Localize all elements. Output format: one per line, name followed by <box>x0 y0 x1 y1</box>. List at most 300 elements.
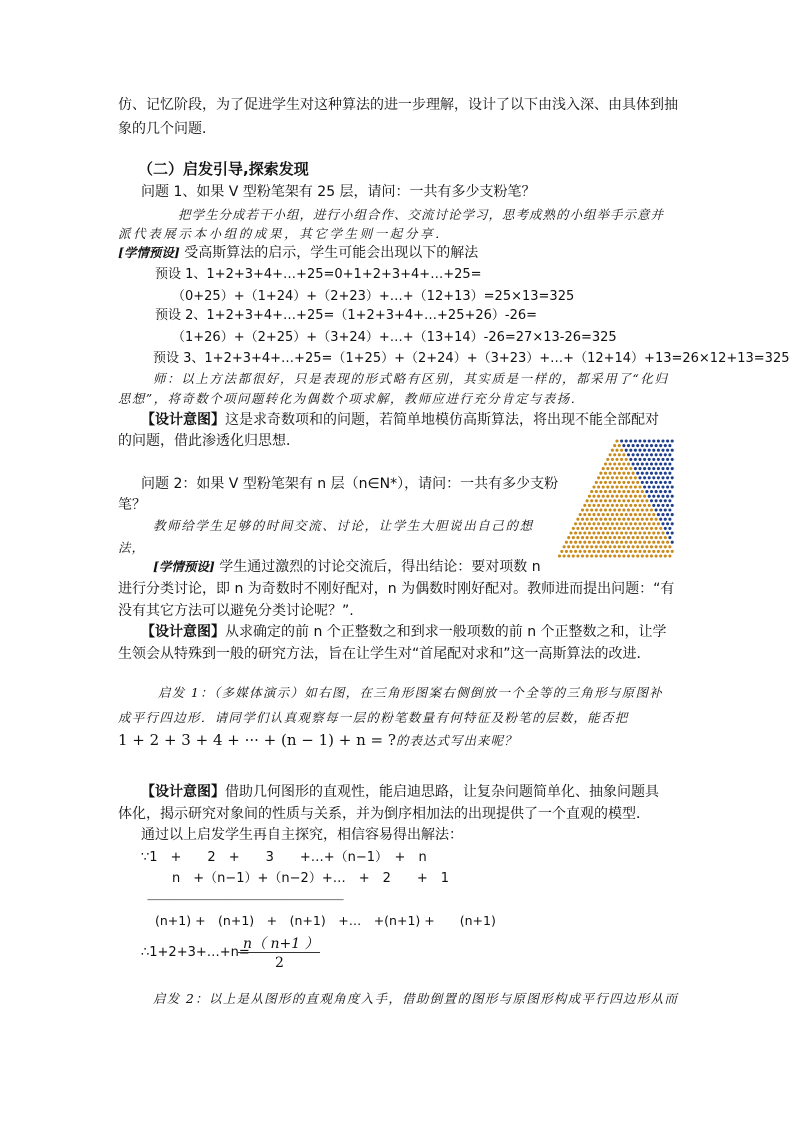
derivation-row-1: ∵1 + 2 + 3 +…+（n−1） + n <box>141 850 427 865</box>
orange-dot <box>613 444 616 447</box>
orange-dot <box>606 504 609 507</box>
orange-dot <box>602 504 605 507</box>
orange-dot <box>569 550 572 553</box>
orange-dot <box>592 495 595 498</box>
orange-dot <box>576 518 579 521</box>
problem2-preset-2: 进行分类讨论，即 n 为奇数时不刚好配对，n 为偶数时刚好配对。教师进而提出问题：“有 <box>118 581 675 597</box>
blue-dot <box>666 449 669 452</box>
orange-dot <box>666 550 669 553</box>
orange-dot <box>618 490 621 493</box>
orange-dot <box>657 522 660 525</box>
orange-dot <box>574 522 577 525</box>
hint1-line-2: 成平行四边形．请同学们认真观察每一层的粉笔数量有何特征及粉笔的层数，能否把 <box>118 710 629 725</box>
orange-dot <box>648 531 651 534</box>
orange-dot <box>599 536 602 539</box>
blue-dot <box>636 472 639 475</box>
blue-dot <box>645 481 648 484</box>
problem2-preset <box>153 558 541 576</box>
orange-dot <box>595 481 598 484</box>
design-intent-3-line-3: 通过以上启发学生再自主探究，相信容易得出解法： <box>141 827 463 843</box>
orange-dot <box>609 536 612 539</box>
blue-dot <box>664 462 667 465</box>
orange-dot <box>655 527 658 530</box>
orange-dot <box>620 495 623 498</box>
orange-dot <box>659 545 662 548</box>
sum-formula: 1 + 2 + 3 + 4 + ··· + (n − 1) + n = ? <box>118 731 396 749</box>
blue-dot <box>671 504 674 507</box>
blue-dot <box>671 541 674 544</box>
blue-dot <box>632 462 635 465</box>
orange-dot <box>638 541 641 544</box>
orange-dot <box>643 495 646 498</box>
orange-dot <box>595 499 598 502</box>
blue-dot <box>655 490 658 493</box>
orange-dot <box>563 545 566 548</box>
orange-dot <box>618 508 621 511</box>
orange-dot <box>638 522 641 525</box>
blue-dot <box>668 508 671 511</box>
blue-dot <box>657 467 660 470</box>
orange-dot <box>622 499 625 502</box>
orange-dot <box>629 550 632 553</box>
orange-dot <box>661 541 664 544</box>
blue-dot <box>655 462 658 465</box>
orange-dot <box>590 499 593 502</box>
orange-dot <box>606 485 609 488</box>
orange-dot <box>590 554 593 557</box>
orange-dot <box>579 531 582 534</box>
orange-dot <box>666 541 669 544</box>
problem2-teacher-2: 法， <box>118 540 146 555</box>
orange-dot <box>664 545 667 548</box>
orange-dot <box>569 541 572 544</box>
orange-dot <box>627 472 630 475</box>
orange-dot <box>636 536 639 539</box>
orange-dot <box>595 545 598 548</box>
orange-dot <box>643 504 646 507</box>
orange-dot <box>632 499 635 502</box>
orange-dot <box>581 518 584 521</box>
orange-dot <box>602 485 605 488</box>
orange-dot <box>586 499 589 502</box>
blue-dot <box>664 490 667 493</box>
orange-dot <box>583 531 586 534</box>
orange-dot <box>579 522 582 525</box>
orange-dot <box>609 481 612 484</box>
blue-dot <box>659 518 662 521</box>
orange-dot <box>620 504 623 507</box>
orange-dot <box>643 531 646 534</box>
orange-dot <box>622 545 625 548</box>
orange-dot <box>592 485 595 488</box>
orange-dot <box>611 522 614 525</box>
orange-dot <box>643 550 646 553</box>
blue-dot <box>655 472 658 475</box>
orange-dot <box>629 467 632 470</box>
orange-dot <box>579 513 582 516</box>
blue-dot <box>645 490 648 493</box>
blue-dot <box>664 508 667 511</box>
orange-dot <box>629 476 632 479</box>
orange-dot <box>629 531 632 534</box>
blue-dot <box>650 472 653 475</box>
orange-dot <box>620 467 623 470</box>
orange-dot <box>599 472 602 475</box>
orange-dot <box>648 513 651 516</box>
derivation-dash-rule: ———————————————————————————— <box>147 895 343 904</box>
blue-dot <box>648 467 651 470</box>
blue-dot <box>666 522 669 525</box>
blue-dot <box>668 499 671 502</box>
blue-dot <box>634 458 637 461</box>
blue-dot <box>671 513 674 516</box>
design-intent-text: 这是求奇数项和的问题，若简单地模仿高斯算法，将出现不能全部配对 <box>225 412 659 428</box>
orange-dot <box>645 527 648 530</box>
orange-dot <box>602 522 605 525</box>
orange-dot <box>599 518 602 521</box>
orange-dot <box>567 554 570 557</box>
blue-dot <box>627 444 630 447</box>
orange-dot <box>615 531 618 534</box>
blue-dot <box>652 439 655 442</box>
parallelogram-dot-figure <box>555 437 675 562</box>
orange-dot <box>632 481 635 484</box>
orange-dot <box>615 439 618 442</box>
orange-dot <box>636 554 639 557</box>
orange-dot <box>604 462 607 465</box>
orange-dot <box>625 504 628 507</box>
orange-dot <box>609 554 612 557</box>
blue-dot <box>655 499 658 502</box>
blue-dot <box>657 495 660 498</box>
blue-dot <box>638 467 641 470</box>
orange-dot <box>615 504 618 507</box>
blue-dot <box>638 439 641 442</box>
orange-dot <box>592 531 595 534</box>
blue-dot <box>659 453 662 456</box>
orange-dot <box>636 499 639 502</box>
orange-dot <box>611 531 614 534</box>
orange-dot <box>567 536 570 539</box>
blue-dot <box>657 439 660 442</box>
orange-dot <box>602 513 605 516</box>
orange-dot <box>618 518 621 521</box>
blue-dot <box>666 504 669 507</box>
orange-dot <box>613 527 616 530</box>
orange-dot <box>629 522 632 525</box>
orange-dot <box>629 504 632 507</box>
orange-dot <box>579 550 582 553</box>
preset-2-line-b: （1+26）+（2+25）+（3+24）+…+（13+14）-26=27×13-26=325 <box>172 330 617 345</box>
orange-dot <box>590 527 593 530</box>
orange-dot <box>627 499 630 502</box>
blue-dot <box>641 444 644 447</box>
orange-dot <box>613 472 616 475</box>
preset-1-line-a: 预设 1、1+2+3+4+…+25=0+1+2+3+4+…+25= <box>155 267 482 282</box>
blue-dot <box>664 453 667 456</box>
orange-dot <box>615 541 618 544</box>
orange-dot <box>659 527 662 530</box>
orange-dot <box>650 518 653 521</box>
fraction-bar <box>238 952 320 953</box>
orange-dot <box>563 554 566 557</box>
orange-dot <box>613 518 616 521</box>
blue-dot <box>629 458 632 461</box>
blue-dot <box>664 499 667 502</box>
blue-dot <box>643 485 646 488</box>
blue-dot <box>661 439 664 442</box>
blue-dot <box>671 476 674 479</box>
blue-dot <box>645 444 648 447</box>
blue-dot <box>650 481 653 484</box>
orange-dot <box>629 495 632 498</box>
orange-dot <box>638 531 641 534</box>
orange-dot <box>602 550 605 553</box>
orange-dot <box>668 554 671 557</box>
orange-dot <box>579 541 582 544</box>
orange-dot <box>609 472 612 475</box>
orange-dot <box>645 518 648 521</box>
orange-dot <box>604 527 607 530</box>
orange-dot <box>641 554 644 557</box>
intro-line-2: 象的几个问题． <box>118 121 216 137</box>
orange-dot <box>641 536 644 539</box>
orange-dot <box>645 508 648 511</box>
orange-dot <box>636 508 639 511</box>
orange-dot <box>632 490 635 493</box>
orange-dot <box>606 531 609 534</box>
orange-dot <box>558 554 561 557</box>
blue-dot <box>652 485 655 488</box>
orange-dot <box>634 504 637 507</box>
orange-dot <box>659 554 662 557</box>
orange-dot <box>611 485 614 488</box>
blue-dot <box>636 444 639 447</box>
blue-dot <box>643 449 646 452</box>
orange-dot <box>620 550 623 553</box>
orange-dot <box>620 476 623 479</box>
orange-dot <box>611 541 614 544</box>
blue-dot <box>643 467 646 470</box>
blue-dot <box>666 513 669 516</box>
blue-dot <box>661 485 664 488</box>
orange-dot <box>641 527 644 530</box>
orange-dot <box>632 527 635 530</box>
orange-dot <box>588 513 591 516</box>
blue-dot <box>650 462 653 465</box>
blue-dot <box>661 467 664 470</box>
teacher-comment-1: 师：以上方法都很好，只是表现的形式略有区别，其实质是一样的，都采用了“化归 <box>153 371 669 386</box>
blue-dot <box>641 472 644 475</box>
orange-dot <box>609 527 612 530</box>
orange-dot <box>618 554 621 557</box>
orange-dot <box>592 513 595 516</box>
orange-dot <box>618 444 621 447</box>
blue-dot <box>636 462 639 465</box>
blue-dot <box>671 467 674 470</box>
blue-dot <box>638 476 641 479</box>
orange-dot <box>657 550 660 553</box>
blue-dot <box>657 449 660 452</box>
orange-dot <box>638 485 641 488</box>
orange-dot <box>604 508 607 511</box>
blue-dot <box>652 495 655 498</box>
problem1-question: 问题 1、如果 V 型粉笔架有 25 层，请问：一共有多少支粉笔？ <box>141 184 536 200</box>
orange-dot <box>622 527 625 530</box>
orange-dot <box>615 485 618 488</box>
orange-dot <box>632 554 635 557</box>
problem2-question-1: 问题 2：如果 V 型粉笔架有 n 层（n∈N*），请问：一共有多少支粉 <box>141 476 559 492</box>
orange-dot <box>664 554 667 557</box>
orange-dot <box>652 522 655 525</box>
blue-dot <box>641 462 644 465</box>
teacher-comment-2: 思想”，将奇数个项问题转化为偶数个项求解，教师应进行充分肯定与表扬． <box>118 391 585 406</box>
blue-dot <box>668 481 671 484</box>
orange-dot <box>604 554 607 557</box>
design-intent-2 <box>141 623 667 641</box>
orange-dot <box>632 536 635 539</box>
orange-dot <box>586 527 589 530</box>
orange-dot <box>655 518 658 521</box>
blue-dot <box>648 449 651 452</box>
orange-dot <box>655 545 658 548</box>
orange-dot <box>595 490 598 493</box>
orange-dot <box>611 458 614 461</box>
problem1-group-work-2: 派代表展示本小组的成果，其它学生则一起分享． <box>118 226 451 241</box>
blue-dot <box>671 485 674 488</box>
blue-dot <box>661 458 664 461</box>
blue-dot <box>655 453 658 456</box>
orange-dot <box>627 554 630 557</box>
blue-dot <box>650 499 653 502</box>
orange-dot <box>668 545 671 548</box>
blue-dot <box>629 439 632 442</box>
blue-dot <box>657 513 660 516</box>
orange-dot <box>604 481 607 484</box>
orange-dot <box>586 518 589 521</box>
blue-dot <box>668 462 671 465</box>
orange-dot <box>618 481 621 484</box>
orange-dot <box>643 513 646 516</box>
orange-dot <box>627 508 630 511</box>
orange-dot <box>597 550 600 553</box>
design-intent-1 <box>141 411 659 429</box>
orange-dot <box>627 462 630 465</box>
orange-dot <box>618 499 621 502</box>
orange-dot <box>641 499 644 502</box>
orange-dot <box>648 504 651 507</box>
blue-dot <box>659 444 662 447</box>
orange-dot <box>634 541 637 544</box>
orange-dot <box>627 481 630 484</box>
orange-dot <box>613 481 616 484</box>
orange-dot <box>586 508 589 511</box>
conclusion-lhs: ∴1+2+3+…+n= <box>141 945 250 960</box>
orange-dot <box>632 508 635 511</box>
blue-dot <box>668 518 671 521</box>
problem1-group-work-1: 把学生分成若干小组，进行小组合作、交流讨论学习，思考成熟的小组举手示意并 <box>178 207 665 222</box>
orange-dot <box>604 518 607 521</box>
blue-dot <box>643 476 646 479</box>
orange-dot <box>645 499 648 502</box>
orange-dot <box>655 536 658 539</box>
blue-dot <box>641 453 644 456</box>
orange-dot <box>625 550 628 553</box>
orange-dot <box>613 453 616 456</box>
orange-dot <box>572 527 575 530</box>
blue-dot <box>661 495 664 498</box>
blue-dot <box>671 495 674 498</box>
blue-dot <box>650 453 653 456</box>
orange-dot <box>599 554 602 557</box>
orange-dot <box>574 541 577 544</box>
orange-dot <box>604 536 607 539</box>
blue-dot <box>666 485 669 488</box>
orange-dot <box>597 485 600 488</box>
orange-dot <box>583 513 586 516</box>
orange-dot <box>613 554 616 557</box>
blue-dot <box>648 485 651 488</box>
blue-dot <box>625 439 628 442</box>
orange-dot <box>611 467 614 470</box>
blue-dot <box>671 449 674 452</box>
orange-dot <box>638 550 641 553</box>
blue-dot <box>641 481 644 484</box>
orange-dot <box>611 476 614 479</box>
orange-dot <box>606 467 609 470</box>
orange-dot <box>590 536 593 539</box>
orange-dot <box>611 449 614 452</box>
blue-dot <box>657 458 660 461</box>
orange-dot <box>606 513 609 516</box>
orange-dot <box>634 476 637 479</box>
blue-dot <box>661 522 664 525</box>
orange-dot <box>648 522 651 525</box>
blue-dot <box>666 531 669 534</box>
orange-dot <box>648 550 651 553</box>
orange-dot <box>569 531 572 534</box>
orange-dot <box>615 495 618 498</box>
orange-dot <box>583 550 586 553</box>
blue-dot <box>629 449 632 452</box>
blue-dot <box>655 481 658 484</box>
orange-dot <box>615 449 618 452</box>
orange-dot <box>604 490 607 493</box>
orange-dot <box>572 545 575 548</box>
orange-dot <box>641 490 644 493</box>
design-intent-tag: 【设计意图】 <box>141 412 225 428</box>
blue-dot <box>652 458 655 461</box>
orange-dot <box>581 508 584 511</box>
orange-dot <box>590 518 593 521</box>
orange-dot <box>627 518 630 521</box>
orange-dot <box>620 541 623 544</box>
orange-dot <box>615 458 618 461</box>
orange-dot <box>599 499 602 502</box>
blue-dot <box>652 476 655 479</box>
orange-dot <box>588 531 591 534</box>
blue-dot <box>638 449 641 452</box>
hint1-line-1: 启发 1：（多媒体演示）如右图，在三角形图案右侧倒放一个全等的三角形与原图补 <box>158 685 664 700</box>
orange-dot <box>622 472 625 475</box>
orange-dot <box>615 467 618 470</box>
blue-dot <box>664 527 667 530</box>
blue-dot <box>648 458 651 461</box>
orange-dot <box>604 545 607 548</box>
orange-dot <box>604 472 607 475</box>
blue-dot <box>657 476 660 479</box>
design-intent-2-line-2: 生领会从特殊到一般的研究方法，旨在让学生对“首尾配对求和”这一高斯算法的改进． <box>118 646 651 662</box>
